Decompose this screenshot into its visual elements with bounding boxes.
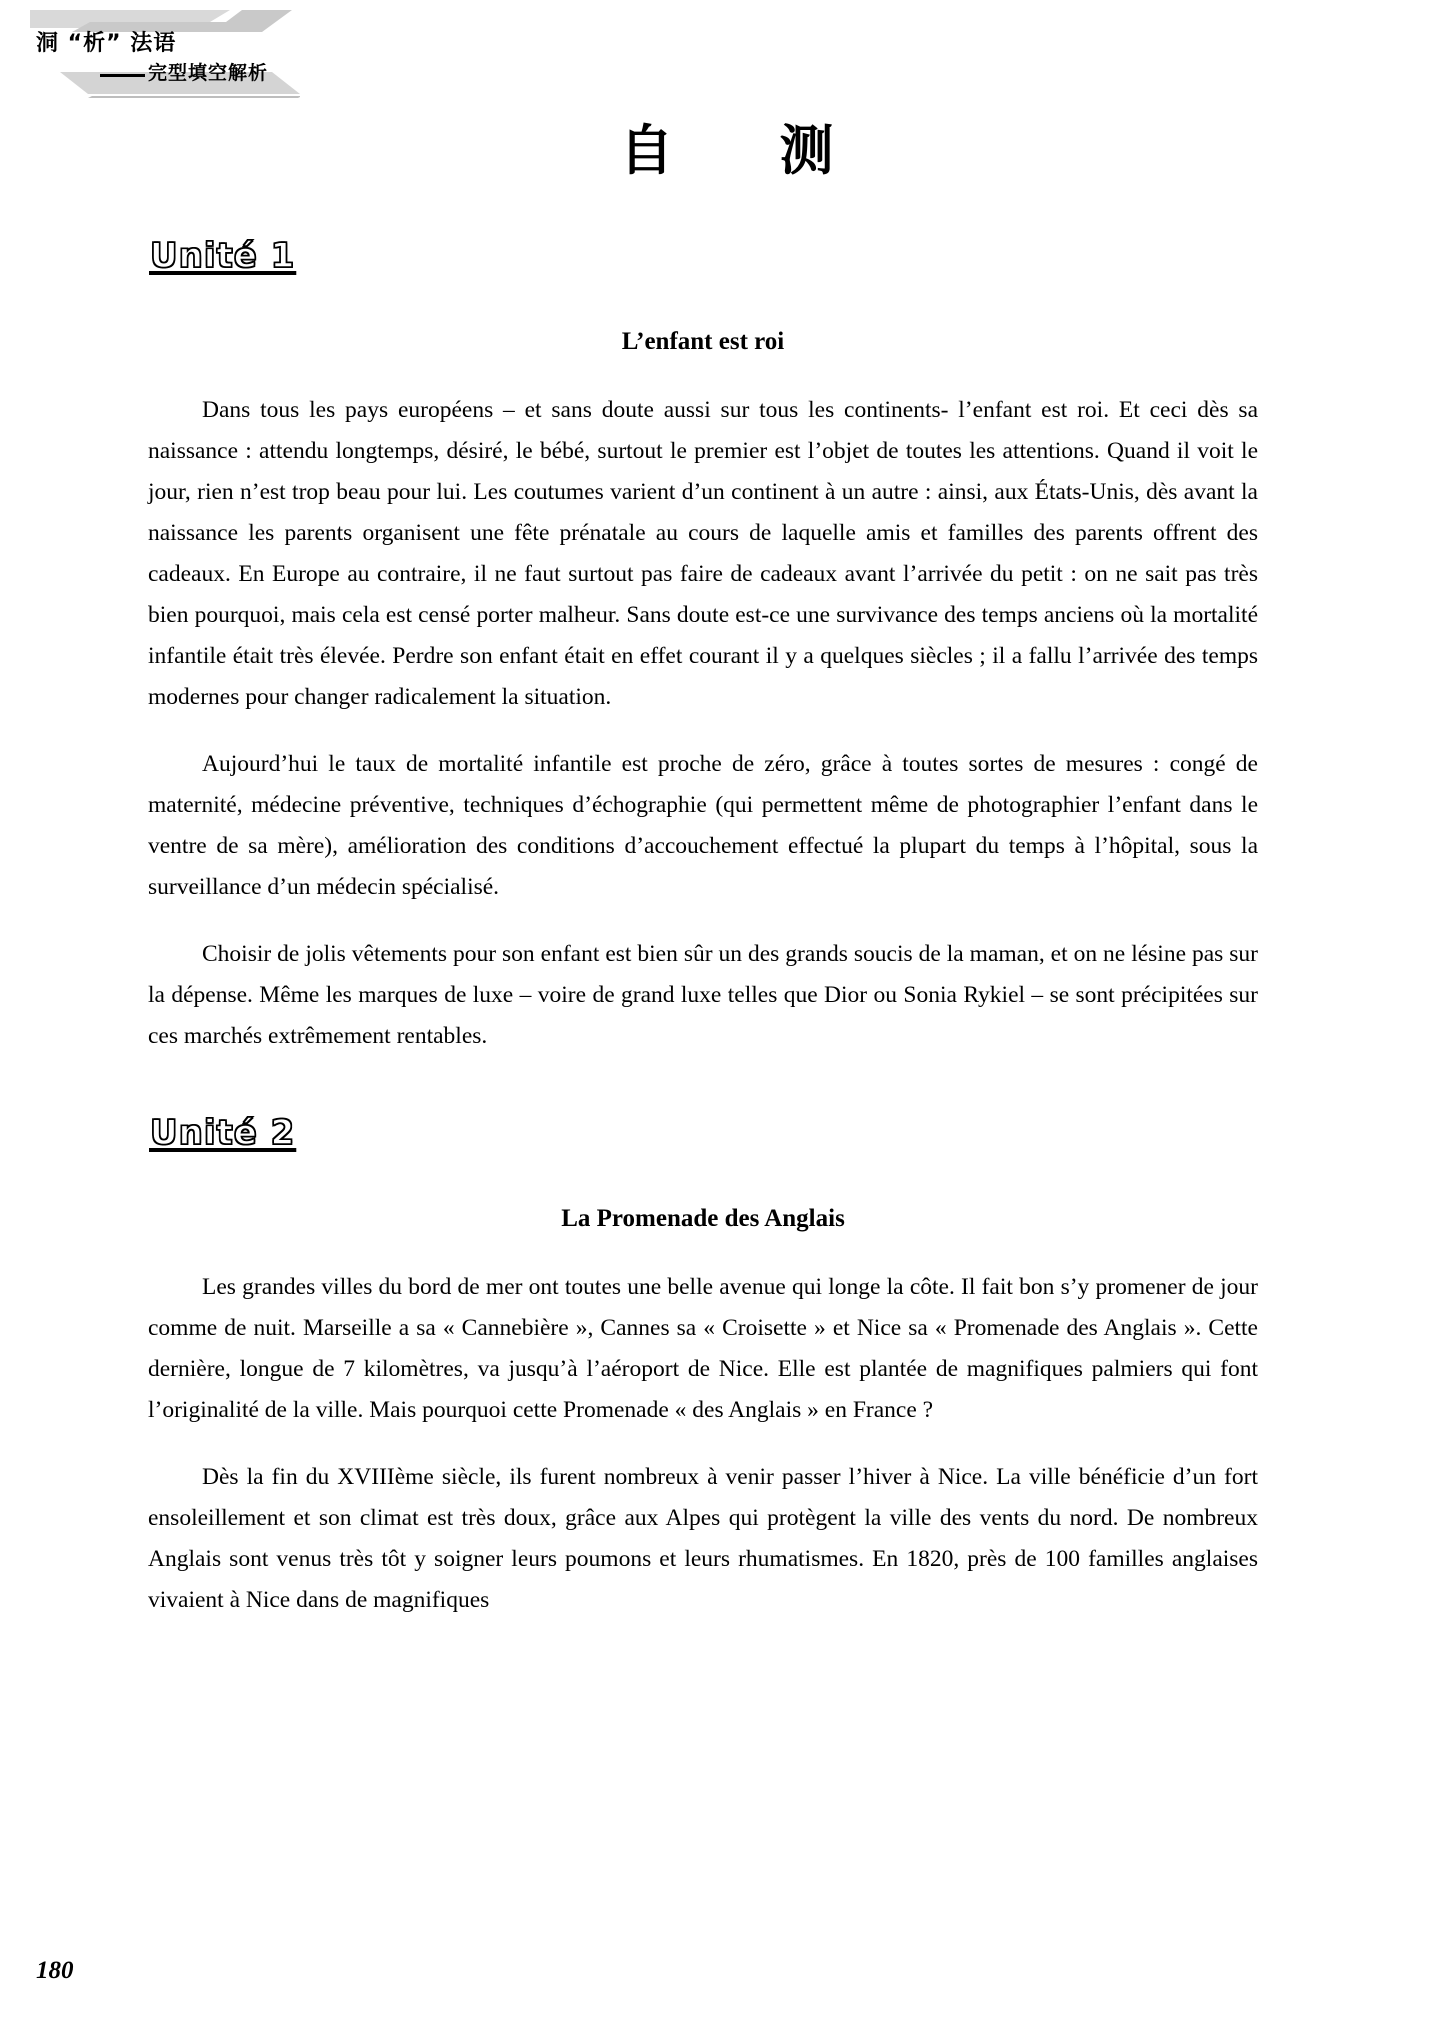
section-spacer bbox=[148, 1057, 1258, 1113]
paragraph: Dès la fin du XVIIIème siècle, ils furent nombreux à venir passer l’hiver à Nice. La ville bénéficie d’un fort ensoleillement et son climat est très doux, grâce aux Alpes qui protègent la ville des vents du nord. De nombreux Anglais sont venus très tôt y soigner leurs poumons et leurs rhumatismes. En 1820, près de 100 familles anglaises vivaient à Nice dans de magnifiques bbox=[148, 1464, 1258, 1613]
brand-subtitle: 完型填空解析 bbox=[148, 62, 269, 84]
brand-title: 洞 “析” 法语 bbox=[36, 31, 177, 56]
unit-heading-1: Unité 1 bbox=[150, 236, 296, 276]
page-title: 自 测 bbox=[619, 119, 860, 182]
paragraph: Aujourd’hui le taux de mortalité infantile est proche de zéro, grâce à toutes sortes de mesures : congé de maternité, médecine préventive, techniques d’échographie (qui permettent même de photographier l’enfant dans le ventre de sa mère), amélioration des conditions d’accouchement effectué la plupart du temps à l’hôpital, sous la surveillance d’un médecin spécialisé. bbox=[148, 751, 1258, 900]
passage-title-1: L’enfant est roi bbox=[621, 328, 785, 355]
unit-section-1 bbox=[148, 236, 1258, 1057]
paragraph: Choisir de jolis vêtements pour son enfant est bien sûr un des grands soucis de la maman, et on ne lésine pas sur la dépense. Même les marques de luxe – voire de grand luxe telles que Dior ou Sonia Rykiel – se sont précipitées sur ces marchés extrêmement rentables. bbox=[148, 941, 1258, 1049]
paragraph: Les grandes villes du bord de mer ont toutes une belle avenue qui longe la côte. Il fait bon s’y promener de jour comme de nuit. Marseille a sa « Cannebière », Cannes sa « Croisette » et Nice sa « Promenade des Anglais ». Cette dernière, longue de 7 kilomètres, va jusqu’à l’aéroport de Nice. Elle est plantée de magnifiques palmiers qui font l’originalité de la ville. Mais pourquoi cette Promenade « des Anglais » en France ? bbox=[148, 1274, 1258, 1423]
page-number: 180 bbox=[36, 1957, 74, 1984]
paragraph: Dans tous les pays européens – et sans doute aussi sur tous les continents- l’enfant est roi. Et ceci dès sa naissance : attendu longtemps, désiré, le bébé, surtout le premier est l’objet de toutes les attentions. Quand il voit le jour, rien n’est trop beau pour lui. Les coutumes varient d’un continent à un autre : ainsi, aux États-Unis, dès avant la naissance les parents organisent une fête prénatale au cours de laquelle amis et familles des parents offrent des cadeaux. En Europe au contraire, il ne faut surtout pas faire de cadeaux avant l’arrivée du petit : on ne sait pas très bien pourquoi, mais cela est censé porter malheur. Sans doute est-ce une survivance des temps anciens où la mortalité infantile était très élevée. Perdre son enfant était en effet courant il y a quelques siècles ; il a fallu l’arrivée des temps modernes pour changer radicalement la situation. bbox=[148, 397, 1258, 710]
unit-section-2 bbox=[148, 1113, 1258, 1621]
document-body bbox=[148, 236, 1258, 1621]
passage-title-2: La Promenade des Anglais bbox=[561, 1205, 845, 1232]
page-header bbox=[0, 0, 1453, 120]
brand-divider bbox=[100, 74, 145, 77]
unit-heading-2: Unité 2 bbox=[150, 1113, 296, 1153]
